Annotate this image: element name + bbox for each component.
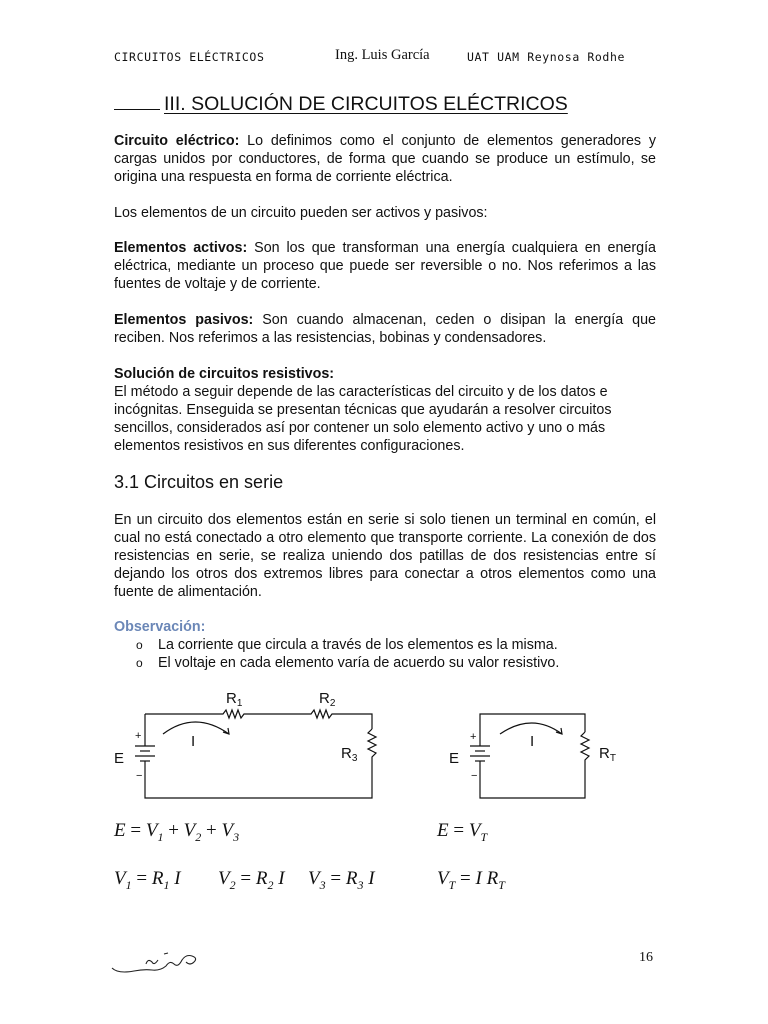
- header-author: Ing. Luis García: [335, 47, 430, 63]
- resistive-heading-text: Solución de circuitos resistivos:: [114, 366, 335, 382]
- header-institution: UAT UAM Reynosa Rodhe: [467, 50, 625, 64]
- observation-item: [136, 655, 559, 671]
- elements-intro: Los elementos de un circuito pueden ser activos y pasivos:: [114, 205, 488, 221]
- observation-item-text: La corriente que circula a través de los elementos es la misma.: [158, 637, 558, 653]
- equation-ohm-v3: $V_3 = R_3$ I: [308, 868, 375, 892]
- bullet-circle-icon: o: [136, 656, 143, 670]
- r2-label: [319, 690, 336, 709]
- active-term: Elementos activos:: [114, 240, 248, 256]
- passive-paragraph: [114, 311, 656, 347]
- r1-label: [226, 690, 243, 709]
- equation-ohm-vt: $V_T = I$ $R_T$: [437, 868, 505, 892]
- observation-item: [136, 637, 558, 653]
- r1-label-sub: 1: [236, 698, 243, 709]
- equation-voltage-sum: $E = V_1 + V_2 + V_3$: [114, 820, 240, 844]
- current-i-label: I: [191, 733, 196, 750]
- passive-term: Elementos pasivos:: [114, 312, 254, 328]
- chapter-title: [114, 93, 568, 116]
- passive-text: Son cuando almacenan, ceden o disipan la energía que reciben. Nos referimos a las resistencias, bobinas y condensadores.: [114, 312, 656, 346]
- definition-paragraph: [114, 132, 656, 186]
- r2-label-sub: 2: [329, 698, 336, 709]
- r3-label-main: R: [341, 745, 352, 762]
- equation-equivalent-voltage: $E = V_T$: [437, 820, 488, 844]
- bullet-circle-icon: o: [136, 638, 143, 652]
- equation-ohm-v1: $V_1 = R_1$ I: [114, 868, 181, 892]
- minus-terminal-label: −: [471, 770, 478, 782]
- plus-terminal-label: +: [135, 730, 142, 742]
- equivalent-circuit-diagram: [440, 700, 630, 806]
- series-paragraph: En un circuito dos elementos están en serie si solo tienen un terminal en común, el cual no está conectado a otro elemento que transporte corriente. La conexión de dos resistencias en serie, se realiza uniendo dos patillas de dos resistencias entre sí dejando los otros dos extremos libres para conectar a otros elementos como una fuente de alimentación.: [114, 512, 656, 600]
- resistive-heading: [114, 365, 656, 383]
- active-text: Son los que transforman una energía cualquiera en energía eléctrica, mediante un proceso que puede ser reversible o no. Nos referimos a las fuentes de voltaje y de corriente.: [114, 240, 656, 292]
- observation-item-text: El voltaje en cada elemento varía de acuerdo su valor resistivo.: [158, 655, 560, 671]
- series-circuit-diagram: [105, 684, 395, 806]
- r2-label-main: R: [319, 690, 330, 707]
- title-underline-rule: [114, 108, 160, 110]
- section-title: 3.1 Circuitos en serie: [114, 472, 284, 492]
- signature-icon: [108, 944, 208, 980]
- chapter-title-text: III. SOLUCIÓN DE CIRCUITOS ELÉCTRICOS: [164, 93, 568, 115]
- header-course: CIRCUITOS ELÉCTRICOS: [114, 50, 265, 64]
- equation-ohm-v2: $V_2 = R_2$ I: [218, 868, 285, 892]
- source-e-label: E: [114, 750, 125, 767]
- r3-label: [341, 745, 358, 764]
- observation-label: Observación:: [114, 619, 206, 635]
- r3-label-sub: 3: [351, 753, 358, 764]
- r1-label-main: R: [226, 690, 237, 707]
- plus-terminal-label: +: [470, 731, 477, 743]
- definition-text: Lo definimos como el conjunto de elementos generadores y cargas unidos por conductores, de forma que cuando se produce un estímulo, se origina una respuesta en forma de corriente eléctrica.: [114, 133, 656, 185]
- source-e-label: E: [449, 750, 460, 767]
- definition-term: Circuito eléctrico:: [114, 133, 240, 149]
- page-number: 16: [639, 950, 653, 965]
- resistive-paragraph: El método a seguir depende de las características del circuito y de los datos e incógnitas. Enseguida se presentan técnicas que ayudarán a resolver circuitos sencillos, considerados así por contener un solo elemento activo y uno o más elementos resistivos en sus diferentes configuraciones.: [114, 384, 612, 454]
- rt-label-main: R: [599, 745, 610, 762]
- rt-label-sub: T: [609, 753, 616, 764]
- rt-label: [599, 745, 616, 764]
- minus-terminal-label: −: [136, 770, 143, 782]
- active-paragraph: [114, 239, 656, 293]
- current-i-label: I: [530, 733, 535, 750]
